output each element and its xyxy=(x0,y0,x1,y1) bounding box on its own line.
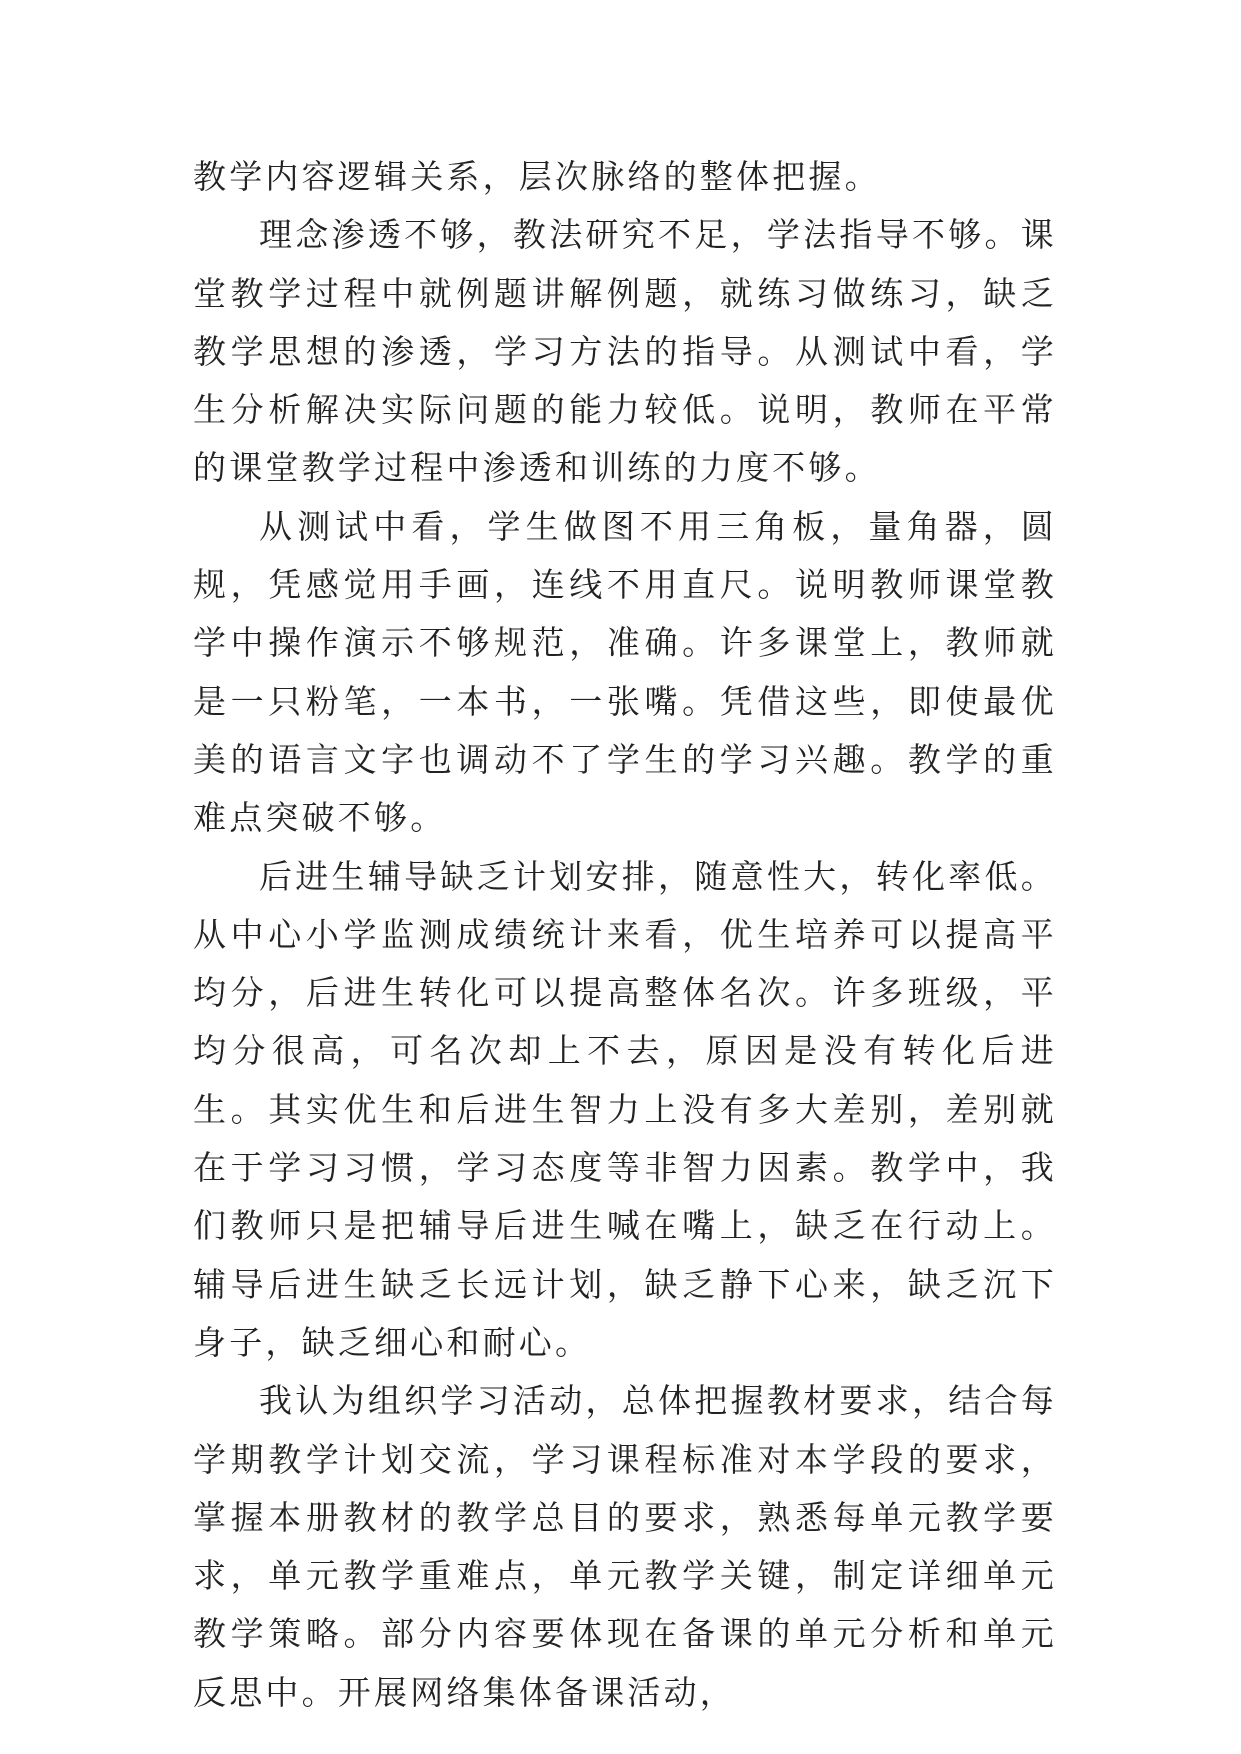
paragraph-drawing-tools: 从测试中看，学生做图不用三角板，量角器，圆规，凭感觉用手画，连线不用直尺。说明教师课堂教学中操作演示不够规范，准确。许多课堂上，教师就是一只粉笔，一本书，一张嘴。凭借这些，即使最优美的语言文字也调动不了学生的学习兴趣。教学的重难点突破不够。 xyxy=(193,506,1057,838)
paragraph-teaching-philosophy: 理念渗透不够，教法研究不足，学法指导不够。课堂教学过程中就例题讲解例题，就练习做练习，缺乏教学思想的渗透，学习方法的指导。从测试中看，学生分析解决实际问题的能力较低。说明，教师在平常的课堂教学过程中渗透和训练的力度不够。 xyxy=(193,215,1057,488)
document-body xyxy=(193,148,1057,1722)
paragraph-underachiever-tutoring: 后进生辅导缺乏计划安排，随意性大，转化率低。从中心小学监测成绩统计来看，优生培养可以提高平均分，后进生转化可以提高整体名次。许多班级，平均分很高，可名次却上不去，原因是没有转化后进生。其实优生和后进生智力上没有多大差别，差别就在于学习习惯，学习态度等非智力因素。教学中，我们教师只是把辅导后进生喊在嘴上，缺乏在行动上。辅导后进生缺乏长远计划，缺乏静下心来，缺乏沉下身子，缺乏细心和耐心。 xyxy=(193,856,1057,1362)
paragraph-continued: 教学内容逻辑关系，层次脉络的整体把握。 xyxy=(193,157,881,196)
paragraph-learning-activities: 我认为组织学习活动，总体把握教材要求，结合每学期教学计划交流，学习课程标准对本学段的要求，掌握本册教材的教学总目的要求，熟悉每单元教学要求，单元教学重难点，单元教学关键，制定详细单元教学策略。部分内容要体现在备课的单元分析和单元反思中。开展网络集体备课活动， xyxy=(193,1381,1057,1712)
